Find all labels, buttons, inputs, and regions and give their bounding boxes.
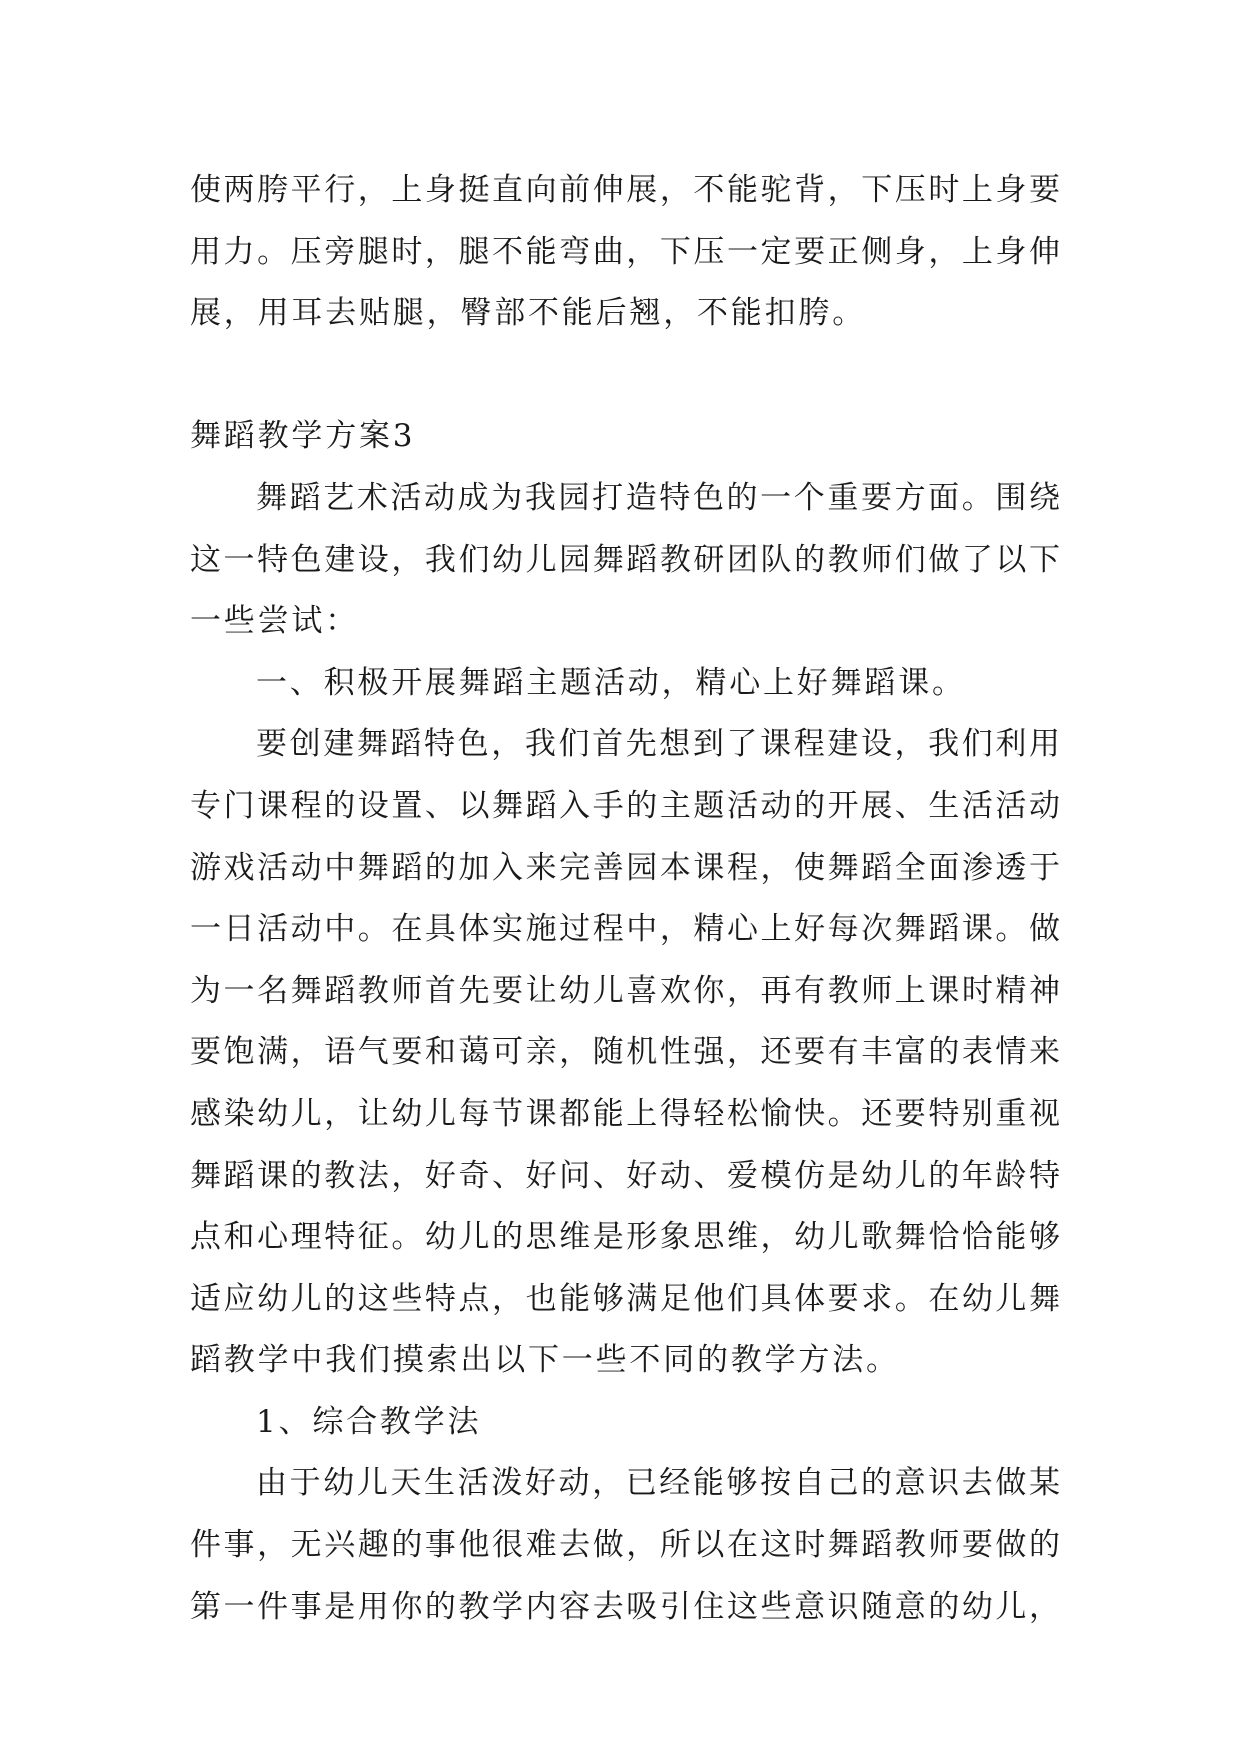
text-line: 使两胯平行，上身挺直向前伸展，不能驼背，下压时上身要 <box>190 172 1060 208</box>
paragraph-gap <box>190 345 1060 407</box>
document-body <box>190 160 1060 1638</box>
text-line: 点和心理特征。幼儿的思维是形象思维，幼儿歌舞恰恰能够 <box>190 1219 1060 1256</box>
text-line: 用力。压旁腿时，腿不能弯曲，下压一定要正侧身，上身伸 <box>190 233 1060 270</box>
section-heading: 舞蹈教学方案3 <box>190 418 416 455</box>
text-line: 一、积极开展舞蹈主题活动，精心上好舞蹈课。 <box>256 664 966 701</box>
text-line: 一日活动中。在具体实施过程中，精心上好每次舞蹈课。做 <box>190 911 1060 948</box>
text-line: 专门课程的设置、以舞蹈入手的主题活动的开展、生活活动 <box>190 787 1060 824</box>
text-line: 要饱满，语气要和蔼可亲，随机性强，还要有丰富的表情来 <box>190 1034 1060 1071</box>
text-line: 件事，无兴趣的事他很难去做，所以在这时舞蹈教师要做的 <box>190 1527 1060 1564</box>
text-line: 第一件事是用你的教学内容去吸引住这些意识随意的幼儿， <box>190 1588 1060 1625</box>
text-line: 游戏活动中舞蹈的加入来完善园本课程，使舞蹈全面渗透于 <box>190 849 1060 886</box>
text-line: 展，用耳去贴腿，臀部不能后翘，不能扣胯。 <box>190 295 866 332</box>
text-line: 一些尝试： <box>190 603 359 640</box>
text-line: 适应幼儿的这些特点，也能够满足他们具体要求。在幼儿舞 <box>190 1280 1060 1317</box>
text-line: 舞蹈艺术活动成为我园打造特色的一个重要方面。围绕 <box>256 479 1060 516</box>
text-line: 蹈教学中我们摸索出以下一些不同的教学方法。 <box>190 1342 900 1379</box>
text-line: 1、综合教学法 <box>256 1403 482 1440</box>
text-line: 要创建舞蹈特色，我们首先想到了课程建设，我们利用 <box>256 726 1060 763</box>
text-line: 感染幼儿，让幼儿每节课都能上得轻松愉快。还要特别重视 <box>190 1095 1060 1132</box>
text-line: 由于幼儿天生活泼好动，已经能够按自己的意识去做某 <box>256 1465 1060 1502</box>
text-line: 舞蹈课的教法，好奇、好问、好动、爱模仿是幼儿的年龄特 <box>190 1157 1060 1194</box>
text-line: 这一特色建设，我们幼儿园舞蹈教研团队的教师们做了以下 <box>190 541 1060 578</box>
text-line: 为一名舞蹈教师首先要让幼儿喜欢你，再有教师上课时精神 <box>190 972 1060 1009</box>
